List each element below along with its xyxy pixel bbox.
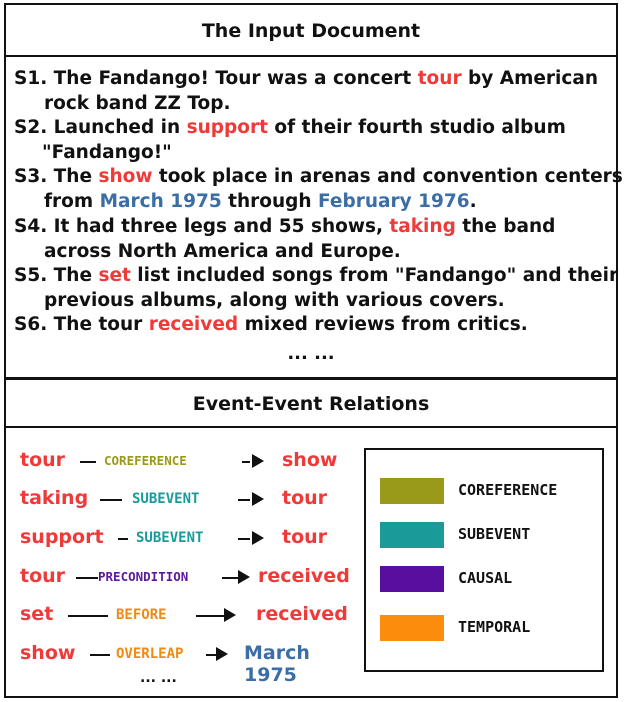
relation-row xyxy=(20,562,360,592)
sentence xyxy=(14,264,618,313)
relation-label: BEFORE xyxy=(116,607,167,623)
sentence-text: through xyxy=(221,190,319,212)
event-mention: support xyxy=(186,117,268,138)
relation-target-event: received xyxy=(256,603,348,625)
relation-line xyxy=(206,654,216,656)
legend-label: CAUSAL xyxy=(458,569,513,587)
legend-label: TEMPORAL xyxy=(458,618,531,636)
sentence-text: It had three legs and 55 shows, xyxy=(53,216,390,237)
relation-row xyxy=(20,639,360,686)
legend-item xyxy=(380,566,600,592)
input-document-header xyxy=(4,3,618,57)
relation-row xyxy=(20,484,360,514)
sentence-text: . xyxy=(469,190,477,212)
input-document-panel xyxy=(4,55,623,379)
arrow-right-icon xyxy=(252,492,264,506)
relation-source-event: taking xyxy=(20,487,89,509)
sentence-id: S3. xyxy=(14,166,54,187)
sentence-text: previous albums, along with various covers. xyxy=(44,289,505,311)
relation-target-event: received xyxy=(258,565,350,587)
relation-source-event: set xyxy=(20,603,54,625)
relation-source-event: tour xyxy=(20,565,66,587)
sentence-text: across North America and Europe. xyxy=(44,240,401,262)
sentence xyxy=(14,313,528,338)
event-mention: taking xyxy=(389,216,456,237)
relations-header xyxy=(4,378,618,428)
relations-ellipsis: ... ... xyxy=(140,670,177,686)
arrow-right-icon xyxy=(252,531,264,545)
sentence-text: by American xyxy=(461,68,598,89)
sentence-continuation xyxy=(14,141,566,166)
relation-line xyxy=(238,538,250,540)
sentence xyxy=(14,116,566,165)
relation-line xyxy=(68,615,108,617)
relation-line xyxy=(222,577,238,579)
sentence-text: The Fandango! Tour was a concert xyxy=(53,68,418,89)
sentence xyxy=(14,67,598,116)
legend-swatch xyxy=(380,566,444,592)
legend-swatch xyxy=(380,522,444,548)
sentence-text: Launched in xyxy=(53,117,187,138)
event-mention: show xyxy=(98,166,153,187)
relation-line xyxy=(80,461,96,463)
relation-line xyxy=(118,538,128,540)
arrow-right-icon xyxy=(216,647,228,661)
relation-line xyxy=(196,615,224,617)
relation-label: COREFERENCE xyxy=(104,453,187,468)
event-mention: tour xyxy=(417,68,462,89)
sentence-text: rock band ZZ Top. xyxy=(44,92,231,114)
relation-row xyxy=(20,523,360,553)
relation-line xyxy=(238,499,250,501)
arrow-right-icon xyxy=(238,570,250,584)
relation-target-event: show xyxy=(282,449,338,471)
sentence-text: took place in arenas and convention centers xyxy=(152,166,623,187)
sentence-text: mixed reviews from critics. xyxy=(238,314,528,335)
sentence-continuation xyxy=(14,92,598,117)
legend-label: SUBEVENT xyxy=(458,525,531,543)
legend-item xyxy=(380,522,600,548)
event-mention: set xyxy=(98,265,131,286)
relation-line xyxy=(90,654,110,656)
relation-label: SUBEVENT xyxy=(136,530,204,546)
sentence-text: list included songs from "Fandango" and their xyxy=(130,265,619,286)
sentence-text: The xyxy=(53,166,99,187)
relation-row xyxy=(20,600,360,630)
relation-source-event: show xyxy=(20,642,76,664)
relation-source-event: support xyxy=(20,526,104,548)
legend-swatch xyxy=(380,478,444,504)
sentence-id: S1. xyxy=(14,68,54,89)
sentence xyxy=(14,165,623,214)
relation-target-event: March 1975 xyxy=(244,642,310,686)
sentence-text: the band xyxy=(455,216,556,237)
sentence-text: "Fandango!" xyxy=(42,141,172,163)
sentence-id: S5. xyxy=(14,265,54,286)
arrow-right-icon xyxy=(224,608,236,622)
relations-panel xyxy=(4,426,618,698)
legend-swatch xyxy=(380,615,444,641)
sentence-text: of their fourth studio album xyxy=(267,117,566,138)
sentence-id: S2. xyxy=(14,117,54,138)
legend-item xyxy=(380,615,600,641)
relation-legend xyxy=(364,448,604,672)
relation-target-event: tour xyxy=(282,526,328,548)
relation-target-event: tour xyxy=(282,487,328,509)
time-mention: February 1976 xyxy=(318,190,470,212)
sentence-text: The xyxy=(53,265,99,286)
relation-source-event: tour xyxy=(20,449,66,471)
sentence-text: from xyxy=(44,190,100,212)
arrow-right-icon xyxy=(252,454,264,468)
sentence-text: The tour xyxy=(53,314,149,335)
legend-label: COREFERENCE xyxy=(458,481,558,499)
relation-row xyxy=(20,446,360,476)
relation-line xyxy=(100,499,122,501)
event-mention: received xyxy=(148,314,239,335)
relation-line xyxy=(242,461,250,463)
input-document-title: The Input Document xyxy=(201,20,421,42)
time-mention: March 1975 xyxy=(99,190,222,212)
sentence-continuation xyxy=(14,240,555,265)
sentence-continuation xyxy=(14,289,618,314)
relations-title: Event-Event Relations xyxy=(192,393,430,415)
sentence-id: S4. xyxy=(14,216,54,237)
sentence-continuation xyxy=(14,190,623,215)
sentence xyxy=(14,215,555,264)
sentence-id: S6. xyxy=(14,314,54,335)
relation-label: PRECONDITION xyxy=(98,569,189,584)
relation-line xyxy=(76,577,98,579)
document-ellipsis: ... ... xyxy=(287,343,335,364)
relation-label: SUBEVENT xyxy=(132,491,200,507)
legend-item xyxy=(380,478,600,504)
relation-label: OVERLEAP xyxy=(116,646,184,662)
